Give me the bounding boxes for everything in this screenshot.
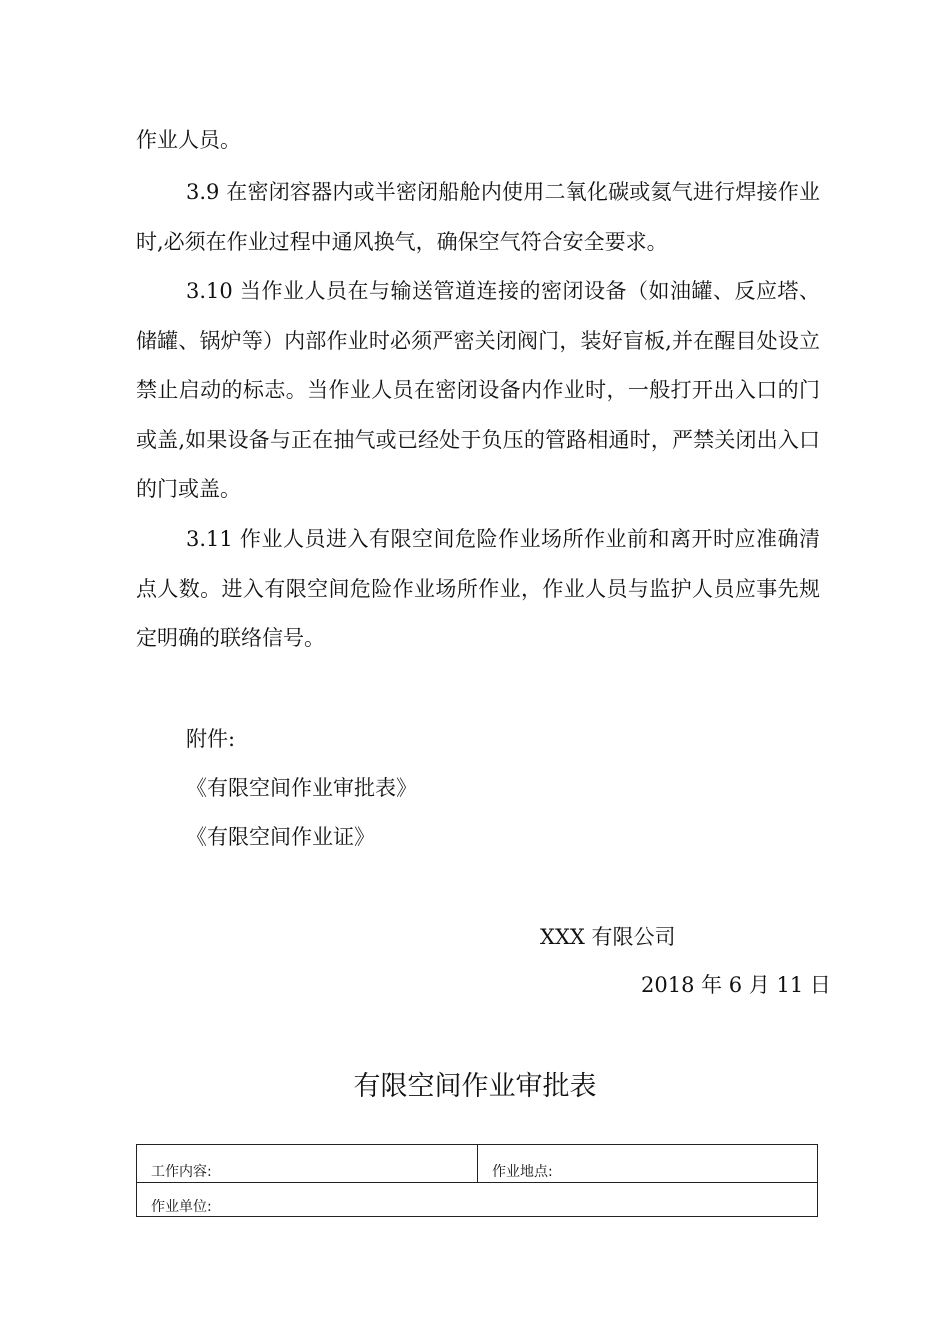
work-location-cell[interactable] — [478, 1145, 817, 1182]
signature-company: XXX 有限公司 — [540, 925, 676, 949]
form-row — [137, 1145, 817, 1183]
work-content-label: 工作内容: — [151, 1164, 212, 1180]
paragraph-clause-3-9: 3.9 在密闭容器内或半密闭船舱内使用二氧化碳或氦气进行焊接作业时,必须在作业过程中通风换气，确保空气符合安全要求。 — [136, 180, 820, 254]
form-row — [137, 1182, 817, 1217]
paragraph-clause-3-11: 3.11 作业人员进入有限空间危险作业场所作业前和离开时应准确清点人数。进入有限空间危险作业场所作业，作业人员与监护人员应事先规定明确的联络信号。 — [136, 527, 820, 650]
attachment-item-work-permit: 《有限空间作业证》 — [186, 825, 375, 849]
work-location-label: 作业地点: — [492, 1164, 553, 1180]
approval-form-table — [136, 1144, 818, 1217]
form-title: 有限空间作业审批表 — [353, 1071, 597, 1102]
paragraph-clause-3-10: 3.10 当作业人员在与输送管道连接的密闭设备（如油罐、反应塔、储罐、锅炉等）内部作业时必须严密关闭阀门，装好盲板,并在醒目处设立禁止启动的标志。当作业人员在密闭设备内作业时，一般打开出入口的门或盖,如果设备与正在抽气或已经处于负压的管路相通时，严禁关闭出入口的门或盖。 — [136, 279, 820, 501]
attachment-item-approval-form: 《有限空间作业审批表》 — [186, 776, 417, 800]
attachments-label: 附件: — [186, 727, 236, 751]
paragraph-continuation: 作业人员。 — [136, 128, 241, 152]
signature-date: 2018 年 6 月 11 日 — [641, 973, 831, 997]
work-content-cell[interactable] — [137, 1145, 478, 1182]
work-unit-cell[interactable] — [137, 1182, 817, 1217]
work-unit-label: 作业单位: — [151, 1199, 212, 1215]
